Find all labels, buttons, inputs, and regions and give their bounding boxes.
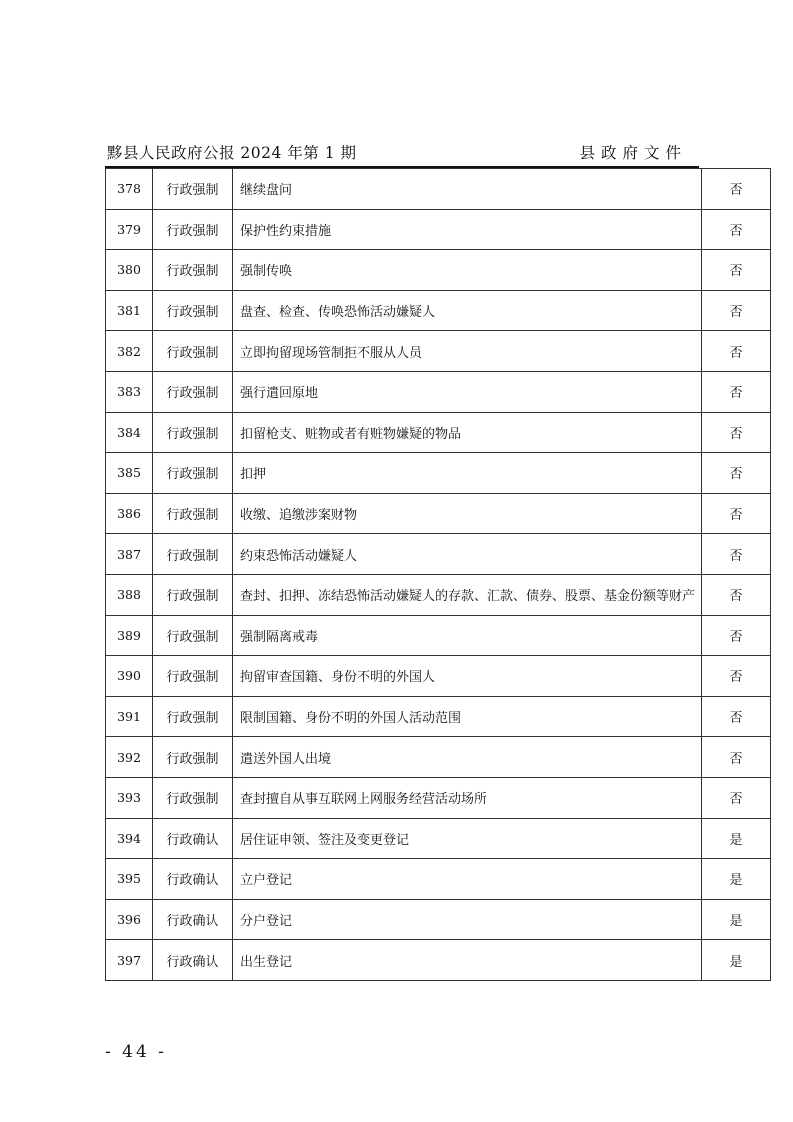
yes-no-flag: 否 [702,777,771,818]
row-number: 383 [106,371,153,412]
yes-no-flag: 否 [702,493,771,534]
table-row [106,656,771,697]
power-type: 行政确认 [153,818,233,859]
power-name: 收缴、追缴涉案财物 [233,493,702,534]
power-type: 行政强制 [153,615,233,656]
power-name: 拘留审查国籍、身份不明的外国人 [233,656,702,697]
power-name: 强行遣回原地 [233,371,702,412]
power-type: 行政强制 [153,777,233,818]
row-number: 397 [106,940,153,981]
yes-no-flag: 是 [702,818,771,859]
table-row [106,493,771,534]
row-number: 387 [106,534,153,575]
page-header [105,141,693,167]
power-type: 行政强制 [153,371,233,412]
yes-no-flag: 否 [702,615,771,656]
power-name: 居住证申领、签注及变更登记 [233,818,702,859]
row-number: 396 [106,899,153,940]
table-row [106,453,771,494]
yes-no-flag: 是 [702,859,771,900]
row-number: 385 [106,453,153,494]
table-row [106,169,771,210]
row-number: 390 [106,656,153,697]
power-name: 遣送外国人出境 [233,737,702,778]
power-type: 行政确认 [153,940,233,981]
table-row [106,290,771,331]
row-number: 386 [106,493,153,534]
table-row [106,899,771,940]
power-type: 行政强制 [153,290,233,331]
yes-no-flag: 否 [702,290,771,331]
power-type: 行政强制 [153,331,233,372]
table-row [106,209,771,250]
row-number: 394 [106,818,153,859]
yes-no-flag: 否 [702,453,771,494]
section-title: 县政府文件 [579,144,687,162]
power-type: 行政强制 [153,412,233,453]
yes-no-flag: 否 [702,209,771,250]
table-row [106,940,771,981]
power-name: 保护性约束措施 [233,209,702,250]
power-name: 分户登记 [233,899,702,940]
power-name: 立户登记 [233,859,702,900]
power-type: 行政强制 [153,737,233,778]
row-number: 380 [106,250,153,291]
yes-no-flag: 是 [702,899,771,940]
row-number: 388 [106,574,153,615]
power-type: 行政强制 [153,493,233,534]
row-number: 389 [106,615,153,656]
table-row [106,371,771,412]
yes-no-flag: 否 [702,534,771,575]
gazette-title: 黟县人民政府公报 2024 年第 1 期 [107,144,357,162]
power-type: 行政强制 [153,209,233,250]
yes-no-flag: 否 [702,696,771,737]
power-type: 行政强制 [153,656,233,697]
table-row [106,534,771,575]
power-name: 继续盘问 [233,169,702,210]
yes-no-flag: 否 [702,412,771,453]
table-row [106,615,771,656]
power-type: 行政确认 [153,899,233,940]
power-name: 立即拘留现场管制拒不服从人员 [233,331,702,372]
power-type: 行政强制 [153,453,233,494]
table-row [106,250,771,291]
power-name: 扣押 [233,453,702,494]
power-name: 强制传唤 [233,250,702,291]
power-name: 限制国籍、身份不明的外国人活动范围 [233,696,702,737]
row-number: 381 [106,290,153,331]
row-number: 379 [106,209,153,250]
yes-no-flag: 是 [702,940,771,981]
power-name: 扣留枪支、赃物或者有赃物嫌疑的物品 [233,412,702,453]
power-list-table [105,168,771,981]
power-type: 行政强制 [153,169,233,210]
table-row [106,859,771,900]
yes-no-flag: 否 [702,250,771,291]
yes-no-flag: 否 [702,169,771,210]
table-row [106,737,771,778]
yes-no-flag: 否 [702,574,771,615]
row-number: 384 [106,412,153,453]
table-row [106,777,771,818]
power-type: 行政确认 [153,859,233,900]
table-body [106,169,771,981]
yes-no-flag: 否 [702,331,771,372]
table-row [106,696,771,737]
yes-no-flag: 否 [702,371,771,412]
table-row [106,574,771,615]
row-number: 393 [106,777,153,818]
power-name: 强制隔离戒毒 [233,615,702,656]
power-name: 查封、扣押、冻结恐怖活动嫌疑人的存款、汇款、债券、股票、基金份额等财产 [233,574,702,615]
row-number: 382 [106,331,153,372]
table-row [106,331,771,372]
power-name: 盘查、检查、传唤恐怖活动嫌疑人 [233,290,702,331]
power-name: 出生登记 [233,940,702,981]
power-type: 行政强制 [153,534,233,575]
power-name: 查封擅自从事互联网上网服务经营活动场所 [233,777,702,818]
row-number: 392 [106,737,153,778]
page-number: - 44 - [105,1042,167,1062]
table-row [106,818,771,859]
power-type: 行政强制 [153,574,233,615]
row-number: 378 [106,169,153,210]
power-type: 行政强制 [153,250,233,291]
yes-no-flag: 否 [702,656,771,697]
row-number: 391 [106,696,153,737]
table-row [106,412,771,453]
power-type: 行政强制 [153,696,233,737]
yes-no-flag: 否 [702,737,771,778]
power-name: 约束恐怖活动嫌疑人 [233,534,702,575]
row-number: 395 [106,859,153,900]
